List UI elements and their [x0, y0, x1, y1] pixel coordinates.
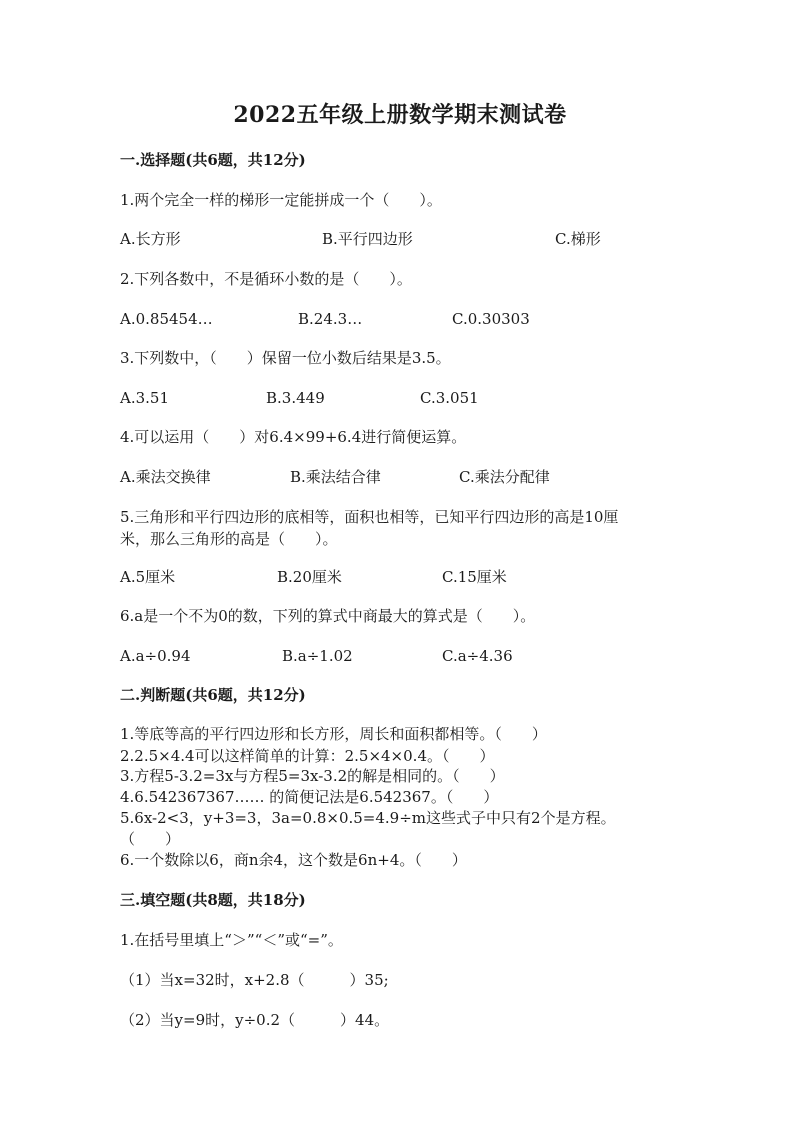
sub-question-text: （1）当x=32时，x+2.8（ ）35; [120, 971, 389, 989]
judgment-item: 1.等底等高的平行四边形和长方形，周长和面积都相等。（ ） [120, 725, 547, 743]
judgment-item: 3.方程5-3.2=3x与方程5=3x-3.2的解是相同的。（ ） [120, 767, 505, 785]
question-text: 2.下列各数中，不是循环小数的是（ ）。 [120, 270, 412, 288]
option-b: B.20厘米 [277, 568, 342, 586]
option-b: B.a÷1.02 [282, 647, 353, 665]
option-a: A.a÷0.94 [120, 647, 191, 665]
option-c: C.a÷4.36 [442, 647, 513, 665]
option-a: A.3.51 [120, 389, 169, 407]
option-b: B.3.449 [266, 389, 325, 407]
question-text-line2: 米，那么三角形的高是（ ）。 [120, 530, 338, 548]
section-heading-fill-blank: 三.填空题(共8题，共18分) [120, 891, 306, 909]
section-heading-judgment: 二.判断题(共6题，共12分) [120, 686, 306, 704]
exam-title: 2022五年级上册数学期末测试卷 [233, 102, 567, 128]
option-a: A.乘法交换律 [120, 468, 211, 486]
option-c: C.0.30303 [452, 310, 530, 328]
judgment-item: 2.2.5×4.4可以这样简单的计算：2.5×4×0.4。（ ） [120, 747, 495, 765]
question-text: 4.可以运用（ ）对6.4×99+6.4进行简便运算。 [120, 428, 467, 446]
option-c: C.乘法分配律 [459, 468, 550, 486]
option-c: C.梯形 [555, 230, 601, 248]
question-text: 1.两个完全一样的梯形一定能拼成一个（ ）。 [120, 191, 442, 209]
option-b: B.乘法结合律 [290, 468, 381, 486]
option-a: A.5厘米 [120, 568, 176, 586]
question-text-line1: 5.三角形和平行四边形的底相等，面积也相等，已知平行四边形的高是10厘 [120, 508, 619, 526]
option-a: A.0.85454… [120, 310, 213, 328]
option-c: C.3.051 [420, 389, 479, 407]
question-text: 3.下列数中，（ ）保留一位小数后结果是3.5。 [120, 349, 451, 367]
judgment-item-continuation: （ ） [120, 830, 181, 848]
sub-question-text: （2）当y=9时，y÷0.2（ ）44。 [120, 1011, 390, 1029]
option-a: A.长方形 [120, 230, 181, 248]
question-text: 1.在括号里填上“＞”“＜”或“=”。 [120, 931, 343, 949]
option-c: C.15厘米 [442, 568, 507, 586]
option-b: B.平行四边形 [322, 230, 413, 248]
judgment-item: 4.6.542367367…… 的简便记法是6.542367。（ ） [120, 788, 499, 806]
judgment-item: 6.一个数除以6，商n余4，这个数是6n+4。（ ） [120, 851, 467, 869]
question-text: 6.a是一个不为0的数，下列的算式中商最大的算式是（ ）。 [120, 607, 536, 625]
judgment-item: 5.6x-2<3，y+3=3，3a=0.8×0.5=4.9÷m这些式子中只有2个是方程。 [120, 809, 616, 827]
section-heading-choice: 一.选择题(共6题，共12分) [120, 151, 306, 169]
option-b: B.24.3… [298, 310, 363, 328]
